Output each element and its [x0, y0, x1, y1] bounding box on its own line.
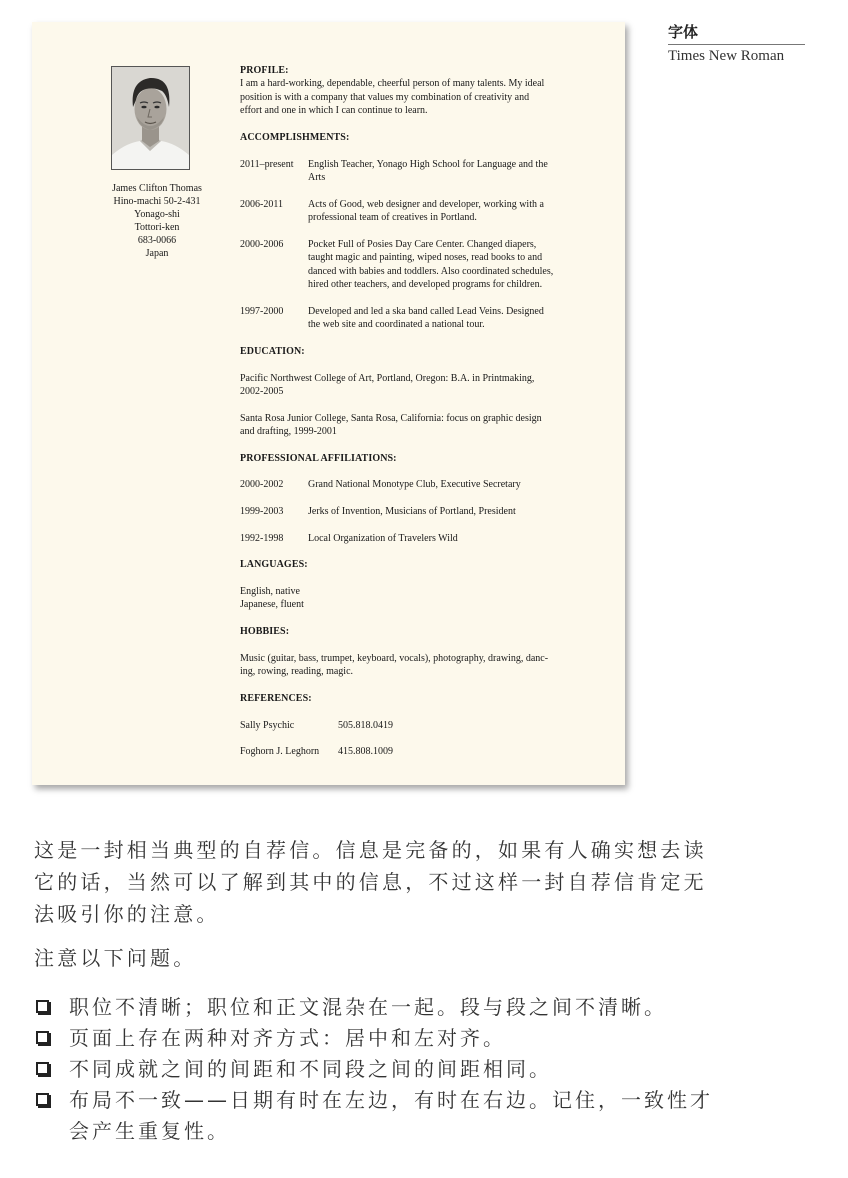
checkbox-icon — [36, 1031, 49, 1044]
hobbies-section — [240, 625, 585, 638]
desc-line: taught magic and painting, wiped noses, read books to and — [308, 252, 543, 264]
section-heading: HOBBIES: — [240, 626, 290, 637]
section-heading: ACCOMPLISHMENTS: — [240, 132, 350, 143]
desc-line: hired other teachers, and developed programs for children. — [308, 278, 543, 290]
accomplishment-date: 1997-2000 — [240, 306, 284, 317]
desc-line: English Teacher, Yonago High School for Language and the — [308, 159, 548, 170]
education-line: Pacific Northwest College of Art, Portland, Oregon: B.A. in Printmaking, — [240, 373, 535, 384]
accomplishment-desc — [308, 305, 585, 332]
issue-text: 页面上存在两种对齐方式：居中和左对齐。 — [69, 1026, 506, 1050]
commentary — [34, 834, 734, 1147]
checkbox-icon — [36, 1093, 49, 1106]
accomplishment-desc — [308, 238, 585, 291]
contact-address-line: Hino-machi 50-2-431 — [113, 196, 201, 207]
issue-text: 不同成就之间的间距和不同段之间的间距相同。 — [69, 1057, 552, 1081]
issue-item — [34, 992, 734, 1023]
section-heading: LANGUAGES: — [240, 559, 308, 570]
accomplishment-date: 2006-2011 — [240, 199, 283, 210]
hobbies-text — [240, 652, 585, 679]
affiliation-date: 1999-2003 — [240, 506, 284, 517]
checkbox-icon — [36, 1000, 49, 1013]
desc-line: professional team of creatives in Portland. — [308, 212, 477, 224]
desc-line: Developed and led a ska band called Lead Veins. Designed — [308, 306, 544, 317]
desc-line: Pocket Full of Posies Day Care Center. Changed diapers, — [308, 239, 537, 250]
checkbox-icon — [36, 1062, 49, 1075]
issue-item — [34, 1085, 734, 1147]
education-item — [240, 412, 585, 439]
section-heading: REFERENCES: — [240, 693, 312, 704]
issue-text: 布局不一致——日期有时在左边，有时在右边。记住，一致性才 — [69, 1088, 713, 1112]
affiliation-desc: Jerks of Invention, Musicians of Portland, President — [308, 506, 516, 517]
language-line: Japanese, fluent — [240, 599, 304, 611]
desc-line: danced with babies and toddlers. Also coordinated schedules, — [308, 265, 554, 277]
language-line: English, native — [240, 586, 300, 597]
education-section — [240, 345, 585, 358]
commentary-line: 它的话，当然可以了解到其中的信息，不过这样一封自荐信肯定无 — [34, 870, 707, 894]
accomplishment-date: 2011–present — [240, 159, 294, 170]
reference-phone: 415.808.1009 — [338, 746, 393, 757]
issue-text: 会产生重复性。 — [69, 1119, 230, 1143]
accomplishment-desc — [308, 158, 585, 185]
profile-line: position is with a company that values my combination of creativity and — [240, 91, 530, 103]
commentary-line: 这是一封相当典型的自荐信。信息是完备的，如果有人确实想去读 — [34, 838, 707, 862]
portrait-photo — [111, 66, 190, 170]
font-label-name: Times New Roman — [668, 48, 785, 64]
commentary-line: 法吸引你的注意。 — [34, 902, 220, 926]
desc-line: Arts — [308, 172, 326, 184]
affiliation-desc: Grand National Monotype Club, Executive Secretary — [308, 479, 521, 490]
profile-section — [240, 64, 585, 117]
section-heading: EDUCATION: — [240, 346, 305, 357]
contact-block — [92, 182, 222, 260]
affiliations-section — [240, 452, 585, 465]
affiliation-date: 1992-1998 — [240, 533, 284, 544]
references-section — [240, 692, 585, 705]
section-heading: PROFESSIONAL AFFILIATIONS: — [240, 453, 397, 464]
profile-line: I am a hard-working, dependable, cheerful person of many talents. My ideal — [240, 78, 545, 90]
education-line: Santa Rosa Junior College, Santa Rosa, California: focus on graphic design — [240, 413, 542, 424]
font-label — [668, 22, 805, 65]
languages-section — [240, 558, 585, 571]
reference-name: Sally Psychic — [240, 720, 295, 731]
commentary-note: 注意以下问题。 — [34, 946, 197, 970]
languages-list — [240, 585, 585, 612]
hobbies-line: ing, rowing, reading, magic. — [240, 666, 354, 678]
affiliation-desc: Local Organization of Travelers Wild — [308, 533, 458, 544]
affiliation-date: 2000-2002 — [240, 479, 284, 490]
desc-line: the web site and coordinated a national tour. — [308, 319, 485, 331]
accomplishment-date: 2000-2006 — [240, 239, 284, 250]
issue-text: 职位不清晰；职位和正文混杂在一起。段与段之间不清晰。 — [69, 995, 667, 1019]
section-heading: PROFILE: — [240, 65, 289, 76]
desc-line: Acts of Good, web designer and developer, working with a — [308, 199, 544, 210]
commentary-paragraph — [34, 834, 734, 930]
portrait-image — [112, 67, 189, 169]
hobbies-line: Music (guitar, bass, trumpet, keyboard, vocals), photography, drawing, danc- — [240, 653, 549, 664]
contact-prefecture: Tottori-ken — [134, 222, 180, 233]
accomplishments-section — [240, 131, 585, 144]
education-line: 2002-2005 — [240, 386, 284, 398]
education-item — [240, 372, 585, 399]
reference-phone: 505.818.0419 — [338, 720, 393, 731]
issue-item — [34, 1054, 734, 1085]
issue-list — [34, 992, 734, 1147]
contact-postal-code: 683-0066 — [137, 235, 177, 246]
resume-page — [32, 22, 625, 785]
profile-line: effort and one in which I can continue to learn. — [240, 104, 428, 116]
font-label-title: 字体 — [668, 23, 699, 41]
education-line: and drafting, 1999-2001 — [240, 426, 337, 438]
font-label-rule — [668, 44, 805, 45]
contact-city: Yonago-shi — [134, 209, 180, 220]
reference-name: Foghorn J. Leghorn — [240, 746, 320, 757]
accomplishment-desc — [308, 198, 585, 225]
contact-country: Japan — [145, 248, 169, 259]
issue-item — [34, 1023, 734, 1054]
contact-name: James Clifton Thomas — [112, 183, 202, 194]
